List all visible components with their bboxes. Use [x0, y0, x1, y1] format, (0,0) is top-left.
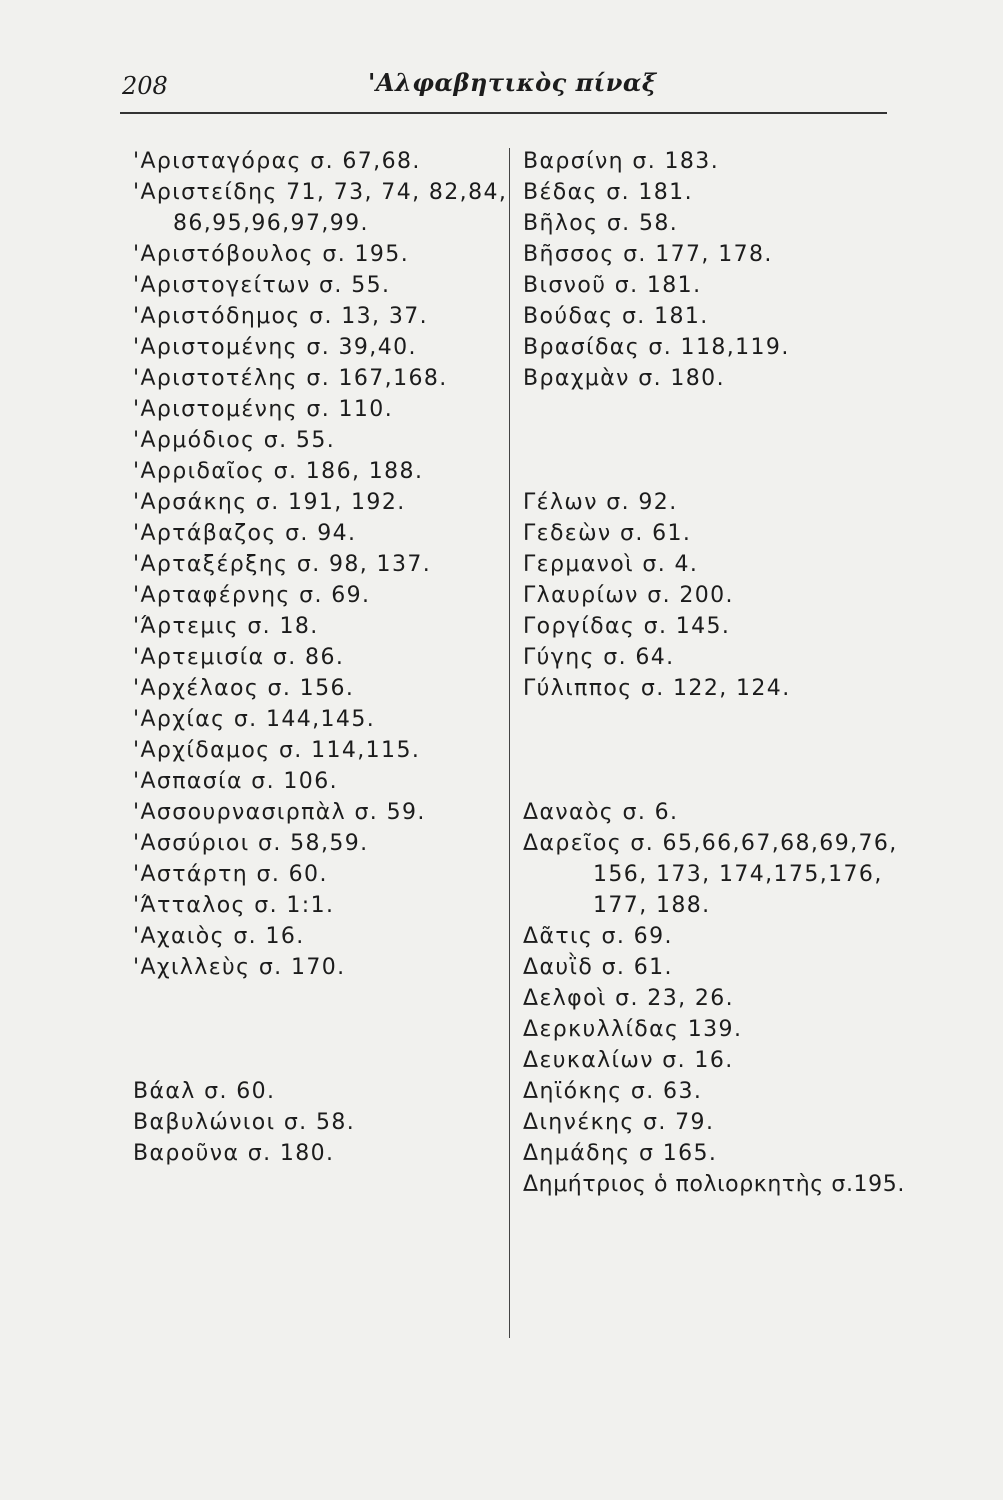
- index-entry-continuation: 156, 173, 174,175,176,: [593, 862, 883, 887]
- index-entry: Δαναὸς σ. 6.: [523, 800, 679, 825]
- index-entry: Βραχμὰν σ. 180.: [523, 366, 725, 391]
- index-entry: 'Αριστείδης 71, 73, 74, 82,84,: [133, 180, 508, 205]
- index-entry: 'Αστάρτη σ. 60.: [133, 862, 328, 887]
- index-entry: 'Ασπασία σ. 106.: [133, 769, 338, 794]
- index-entry: Βαροῦνα σ. 180.: [133, 1141, 335, 1166]
- index-entry: 'Αριστογείτων σ. 55.: [133, 273, 391, 298]
- index-entry: Γέλων σ. 92.: [523, 490, 678, 515]
- index-entry: 'Αρχέλαος σ. 156.: [133, 676, 355, 701]
- index-column-right: [523, 146, 923, 1200]
- index-entry: Γλαυρίων σ. 200.: [523, 583, 734, 608]
- index-entry: 'Ασσουρνασιρπὰλ σ. 59.: [133, 800, 426, 825]
- index-entry: 'Αρταφέρνης σ. 69.: [133, 583, 371, 608]
- index-entry: Βαρσίνη σ. 183.: [523, 149, 720, 174]
- index-entry: Βῆλος σ. 58.: [523, 211, 679, 236]
- index-entry: 'Αρμόδιος σ. 55.: [133, 428, 336, 453]
- index-entry-continuation: 86,95,96,97,99.: [173, 211, 369, 236]
- section-gap: [523, 766, 923, 797]
- index-entry: Διηνέκης σ. 79.: [523, 1110, 715, 1135]
- index-entry: 'Άρτεμις σ. 18.: [133, 614, 319, 639]
- index-entry-continuation: 177, 188.: [593, 893, 711, 918]
- index-entry: 'Αρριδαῖος σ. 186, 188.: [133, 459, 424, 484]
- index-entry: 'Ασσύριοι σ. 58,59.: [133, 831, 369, 856]
- index-entry: 'Αρχίας σ. 144,145.: [133, 707, 376, 732]
- index-entry: 'Αρτάβαζος σ. 94.: [133, 521, 357, 546]
- section-gap: [133, 1014, 503, 1045]
- section-gap: [523, 394, 923, 425]
- index-entry: Δερκυλλίδας 139.: [523, 1017, 743, 1042]
- section-gap: [523, 735, 923, 766]
- index-entry: Βαβυλώνιοι σ. 58.: [133, 1110, 356, 1135]
- index-entry: Βέδας σ. 181.: [523, 180, 693, 205]
- index-entry: 'Αρισταγόρας σ. 67,68.: [133, 149, 421, 174]
- index-entry: 'Αρσάκης σ. 191, 192.: [133, 490, 406, 515]
- index-entry: Γεδεὼν σ. 61.: [523, 521, 692, 546]
- index-entry: Δημάδης σ 165.: [523, 1141, 718, 1166]
- index-entry: Βρασίδας σ. 118,119.: [523, 335, 790, 360]
- index-entry: 'Αρτεμισία σ. 86.: [133, 645, 345, 670]
- index-entry: Δελφοὶ σ. 23, 26.: [523, 986, 735, 1011]
- index-entry: Βισνοῦ σ. 181.: [523, 273, 702, 298]
- index-entry: Δαρεῖος σ. 65,66,67,68,69,76,: [523, 831, 898, 856]
- index-entry: Δημήτριος ὁ πολιορκητὴς σ.195.: [523, 1172, 905, 1197]
- index-column-left: [133, 146, 508, 1169]
- index-entry: 'Αριστόβουλος σ. 195.: [133, 242, 410, 267]
- index-entry: Γύγης σ. 64.: [523, 645, 675, 670]
- section-gap: [523, 425, 923, 456]
- index-entry: Δαυῒδ σ. 61.: [523, 955, 673, 980]
- index-entry: 'Αριστόδημος σ. 13, 37.: [133, 304, 429, 329]
- section-gap: [523, 704, 923, 735]
- section-gap: [133, 983, 503, 1014]
- section-gap: [133, 1045, 503, 1076]
- section-gap: [523, 456, 923, 487]
- index-entry: Δηϊόκης σ. 63.: [523, 1079, 703, 1104]
- index-entry: 'Αριστομένης σ. 110.: [133, 397, 394, 422]
- index-entry: 'Αχαιὸς σ. 16.: [133, 924, 305, 949]
- header-rule: [120, 112, 887, 114]
- index-entry: 'Αρχίδαμος σ. 114,115.: [133, 738, 421, 763]
- index-entry: Βῆσσος σ. 177, 178.: [523, 242, 773, 267]
- index-entry: Δευκαλίων σ. 16.: [523, 1048, 734, 1073]
- running-head-title: 'Αλφαβητικὸς πίναξ: [368, 68, 657, 97]
- index-entry: Βάαλ σ. 60.: [133, 1079, 276, 1104]
- index-entry: 'Αρταξέρξης σ. 98, 137.: [133, 552, 432, 577]
- index-entry: Γοργίδας σ. 145.: [523, 614, 731, 639]
- index-entry: 'Αχιλλεὺς σ. 170.: [133, 955, 346, 980]
- page-number: 208: [122, 72, 168, 100]
- column-divider: [509, 148, 510, 1338]
- index-entry: 'Αριστομένης σ. 39,40.: [133, 335, 417, 360]
- index-entry: 'Αριστοτέλης σ. 167,168.: [133, 366, 448, 391]
- index-entry: Γύλιππος σ. 122, 124.: [523, 676, 791, 701]
- index-entry: Βούδας σ. 181.: [523, 304, 709, 329]
- index-entry: Δᾶτις σ. 69.: [523, 924, 673, 949]
- index-entry: Γερμανοὶ σ. 4.: [523, 552, 699, 577]
- index-entry: 'Άτταλος σ. 1:1.: [133, 893, 335, 918]
